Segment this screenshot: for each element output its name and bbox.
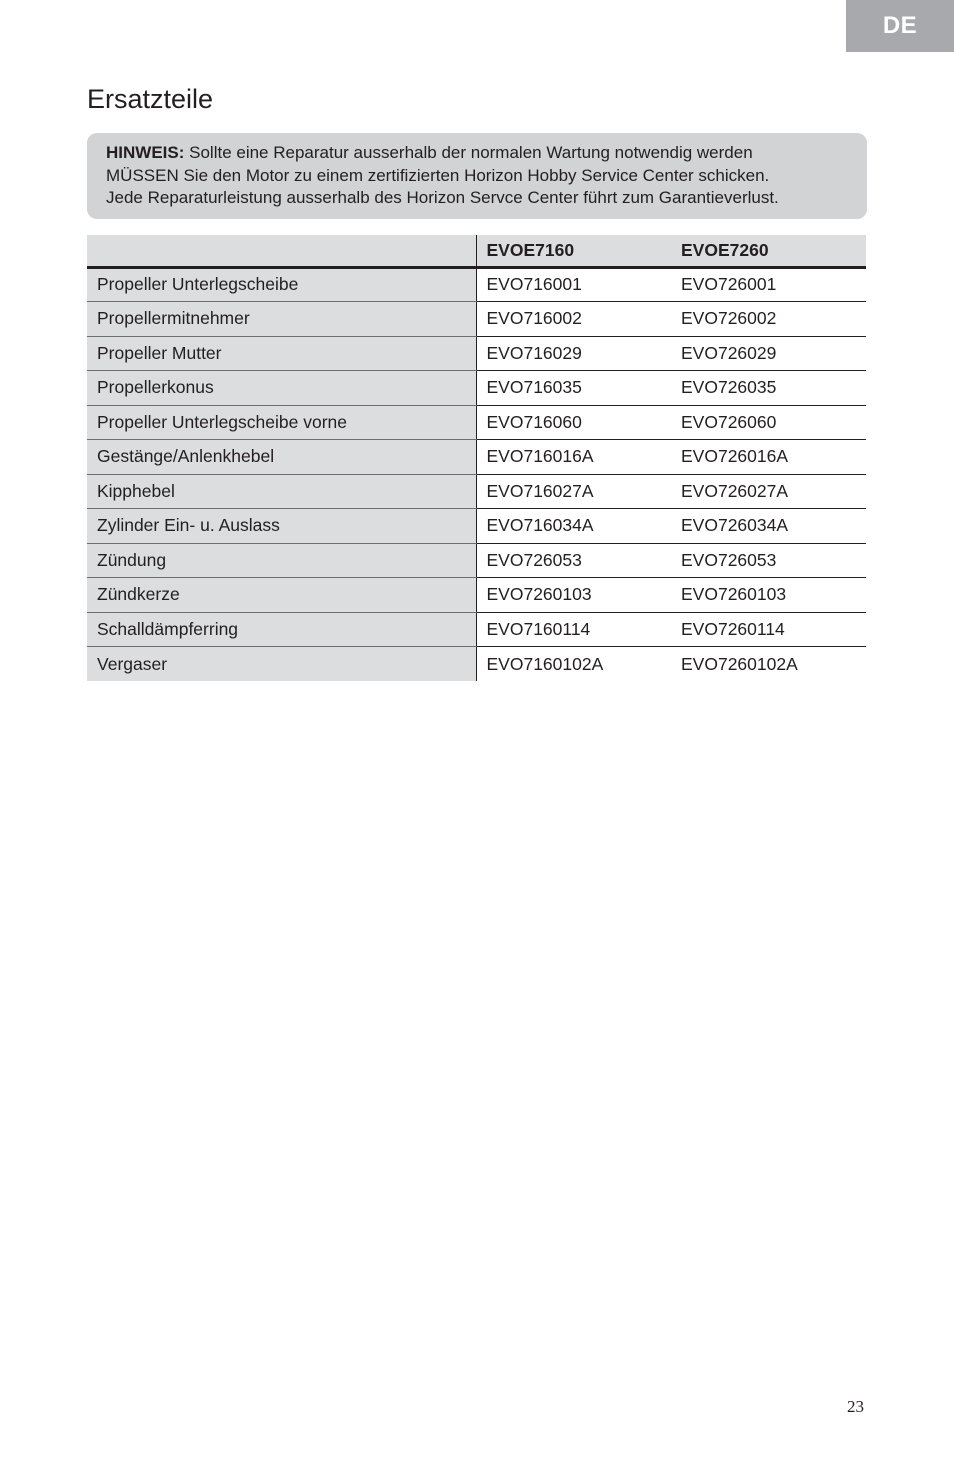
table-row (87, 267, 866, 302)
part-number-7160: EVO716060 (476, 405, 671, 440)
part-number-7260: EVO7260102A (681, 653, 798, 674)
part-number-7260: EVO726060 (671, 405, 866, 440)
table-row (87, 647, 866, 682)
part-number-7260: EVO7260114 (671, 612, 866, 647)
part-name-cell: Propeller Unterlegscheibe (87, 267, 476, 302)
table-body (87, 267, 866, 681)
table-row (87, 302, 866, 337)
part-name-cell: Schalldämpferring (87, 612, 476, 647)
part-number-7160: EVO726053 (476, 543, 671, 578)
part-number-7260: EVO726016A (671, 440, 866, 475)
language-tab: DE (846, 0, 954, 52)
part-name-cell: Gestänge/Anlenkhebel (87, 440, 476, 475)
table-row (87, 612, 866, 647)
note-label: HINWEIS: (106, 143, 185, 162)
table-header-row (87, 235, 866, 267)
table-row (87, 509, 866, 544)
part-number-7160: EVO716002 (476, 302, 671, 337)
part-number-7160: EVO7260103 (476, 578, 671, 613)
page-title: Ersatzteile (87, 84, 214, 114)
part-number-7160: EVO7160114 (476, 612, 671, 647)
part-name-cell: Propeller Unterlegscheibe vorne (87, 405, 476, 440)
note-text-1: Sollte eine Reparatur ausserhalb der normalen Wartung notwendig werden (189, 143, 753, 162)
part-number-7160: EVO716029 (476, 336, 671, 371)
part-name-cell: Zündung (87, 543, 476, 578)
part-name-cell: Propellerkonus (87, 371, 476, 406)
part-number-7160: EVO716016A (476, 440, 671, 475)
part-number-7260: EVO7260103 (671, 578, 866, 613)
table-row (87, 405, 866, 440)
table-row (87, 474, 866, 509)
table-row (87, 578, 866, 613)
part-name-cell: Vergaser (87, 647, 476, 682)
part-name-cell: Zylinder Ein- u. Auslass (87, 509, 476, 544)
part-number-7260: EVO726001 (671, 267, 866, 302)
part-name-cell: Zündkerze (87, 578, 476, 613)
header-part-name (87, 235, 476, 267)
part-number-7260: EVO726027A (671, 474, 866, 509)
table-row (87, 543, 866, 578)
part-name-cell: Kipphebel (87, 474, 476, 509)
part-number-7260: EVO726002 (671, 302, 866, 337)
note-box (87, 133, 867, 219)
note-line-3: Jede Reparaturleistung ausserhalb des Horizon Servce Center führt zum Garantieverlust. (106, 188, 779, 207)
part-name-cell: Propellermitnehmer (87, 302, 476, 337)
part-name-cell: Propeller Mutter (87, 336, 476, 371)
part-number-7160: EVO716001 (476, 267, 671, 302)
header-evoe7260: EVOE7260 (671, 235, 866, 267)
parts-table (87, 235, 866, 681)
table-row (87, 440, 866, 475)
note-line-2: MÜSSEN Sie den Motor zu einem zertifizierten Horizon Hobby Service Center schicken. (106, 165, 770, 185)
part-number-7160: EVO716034A (476, 509, 671, 544)
note-line-1 (106, 142, 849, 165)
part-number-7260: EVO726035 (671, 371, 866, 406)
table-row (87, 336, 866, 371)
part-number-7160: EVO716027A (476, 474, 671, 509)
part-number-7160: EVO7160102A (486, 653, 604, 674)
part-number-7260: EVO726029 (671, 336, 866, 371)
table-row (87, 371, 866, 406)
part-number-7260: EVO726053 (671, 543, 866, 578)
page-number: 23 (847, 1397, 864, 1416)
part-number-7160: EVO716035 (476, 371, 671, 406)
part-number-7260: EVO726034A (671, 509, 866, 544)
header-evoe7160: EVOE7160 (476, 235, 671, 267)
